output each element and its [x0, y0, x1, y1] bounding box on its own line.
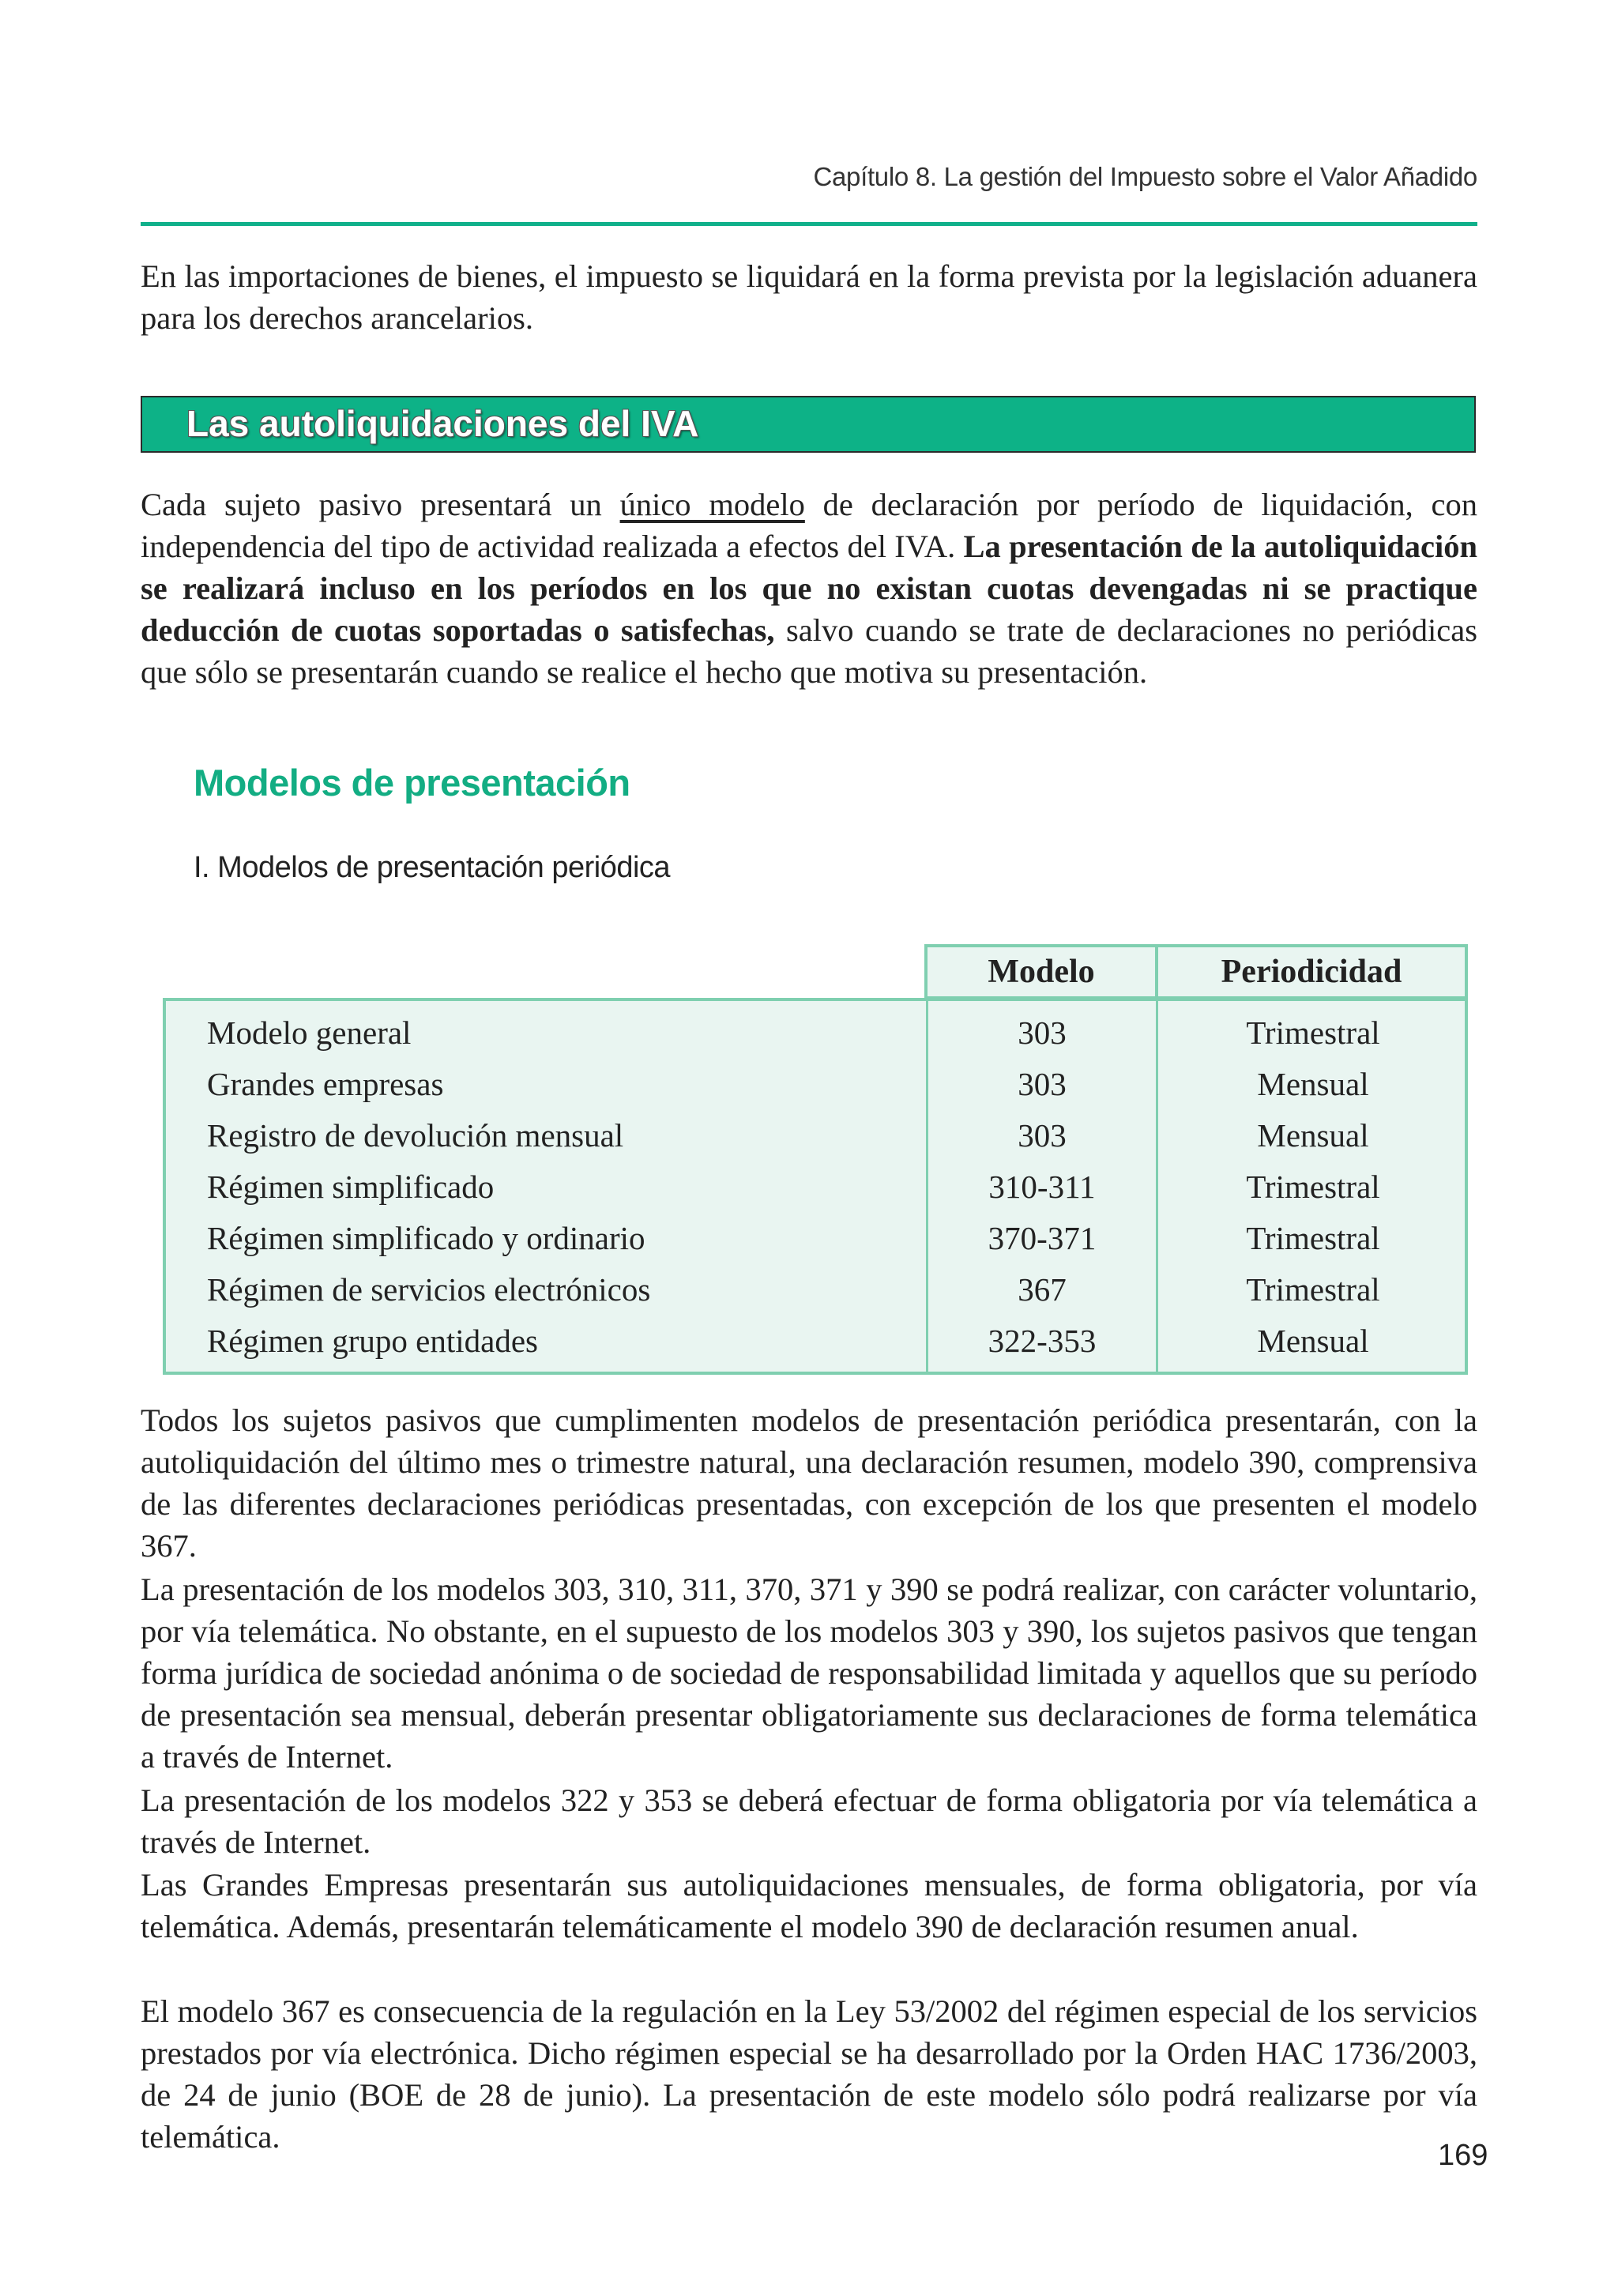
row-name: Régimen de servicios electrónicos	[207, 1271, 651, 1308]
paragraph-322-353: La presentación de los modelos 322 y 353 se deberá efectuar de forma obligatoria por vía telemática a través de Internet.	[141, 1782, 1477, 1860]
p1-before: Cada sujeto pasivo presentará un	[141, 487, 620, 522]
header-rule	[141, 222, 1477, 226]
table-row	[166, 1264, 1465, 1315]
p1-middle: de declaración por período de liquidación, con independencia del tipo de actividad realizada a efectos del IVA.	[141, 487, 1477, 564]
row-periodicidad: Mensual	[1257, 1066, 1369, 1102]
table-row	[166, 1213, 1465, 1264]
row-modelo: 303	[1018, 1066, 1067, 1102]
row-modelo: 322-353	[988, 1323, 1097, 1359]
row-periodicidad: Mensual	[1257, 1117, 1369, 1154]
row-periodicidad: Trimestral	[1246, 1220, 1380, 1256]
paragraph-telematic: La presentación de los modelos 303, 310, 311, 370, 371 y 390 se podrá realizar, con carácter voluntario, por vía telemática. No obstante, en el supuesto de los modelos 303 y 390, los sujetos pasivos que tengan forma jurídica de sociedad anónima o de sociedad de responsabilidad limitada y aquellos que su período de presentación sea mensual, deberán presentar obligatoriamente sus declaraciones de forma telemática a través de Internet.	[141, 1571, 1477, 1775]
row-periodicidad: Trimestral	[1246, 1169, 1380, 1205]
row-modelo: 303	[1018, 1014, 1067, 1051]
row-periodicidad: Trimestral	[1246, 1014, 1380, 1051]
section-banner	[141, 396, 1476, 453]
page-number: 169	[1438, 2139, 1488, 2172]
subheading-periodic-models: I. Modelos de presentación periódica	[194, 851, 671, 884]
row-name: Grandes empresas	[207, 1066, 444, 1102]
row-name: Régimen simplificado	[207, 1169, 495, 1205]
row-name: Régimen simplificado y ordinario	[207, 1220, 645, 1256]
row-modelo: 367	[1018, 1271, 1067, 1308]
intro-paragraph: En las importaciones de bienes, el impuesto se liquidará en la forma prevista por la legislación aduanera para los derechos arancelarios.	[141, 258, 1477, 336]
p1-bold: La presentación de la autoliquidación se realizará incluso en los períodos en los que no existan cuotas devengadas ni se practique deducción de cuotas soportadas o satisfechas,	[141, 529, 1477, 648]
row-modelo: 370-371	[988, 1220, 1097, 1256]
paragraph-unique-model	[141, 484, 1477, 693]
running-header: Capítulo 8. La gestión del Impuesto sobre el Valor Añadido	[813, 162, 1477, 191]
row-periodicidad: Trimestral	[1246, 1271, 1380, 1308]
table-header-periodicidad: Periodicidad	[1155, 944, 1468, 999]
row-name: Régimen grupo entidades	[207, 1323, 539, 1359]
subheading-models: Modelos de presentación	[194, 762, 630, 804]
row-modelo: 303	[1018, 1117, 1067, 1154]
table-row	[166, 1110, 1465, 1161]
paragraph-model-367: El modelo 367 es consecuencia de la regulación en la Ley 53/2002 del régimen especial de los servicios prestados por vía electrónica. Dicho régimen especial se ha desarrollado por la Orden HAC 1736/2003, de 24 de junio (BOE de 28 de junio). La presentación de este modelo sólo podrá realizarse por vía telemática.	[141, 1993, 1477, 2155]
table-row	[166, 1161, 1465, 1213]
p1-after: salvo cuando se trate de declaraciones no periódicas que sólo se presentarán cuando se realice el hecho que motiva su presentación.	[141, 612, 1477, 690]
models-table	[163, 998, 1468, 1375]
paragraph-large-companies: Las Grandes Empresas presentarán sus autoliquidaciones mensuales, de forma obligatoria, por vía telemática. Además, presentarán telemáticamente el modelo 390 de declaración resumen anual.	[141, 1867, 1477, 1944]
table-row	[166, 1059, 1465, 1110]
section-title: Las autoliquidaciones del IVA	[186, 403, 699, 444]
paragraph-summary-390: Todos los sujetos pasivos que cumplimenten modelos de presentación periódica presentarán, con la autoliquidación del último mes o trimestre natural, una declaración resumen, modelo 390, comprensiva de las diferentes declaraciones periódicas presentadas, con excepción de los que presenten el modelo 367.	[141, 1402, 1477, 1564]
row-name: Registro de devolución mensual	[207, 1117, 624, 1154]
table-row	[166, 1315, 1465, 1367]
p1-underlined: único modelo	[619, 487, 805, 522]
table-header-modelo: Modelo	[924, 944, 1158, 999]
row-name: Modelo general	[207, 1014, 412, 1051]
row-modelo: 310-311	[988, 1169, 1096, 1205]
row-periodicidad: Mensual	[1257, 1323, 1369, 1359]
table-row	[166, 1007, 1465, 1059]
